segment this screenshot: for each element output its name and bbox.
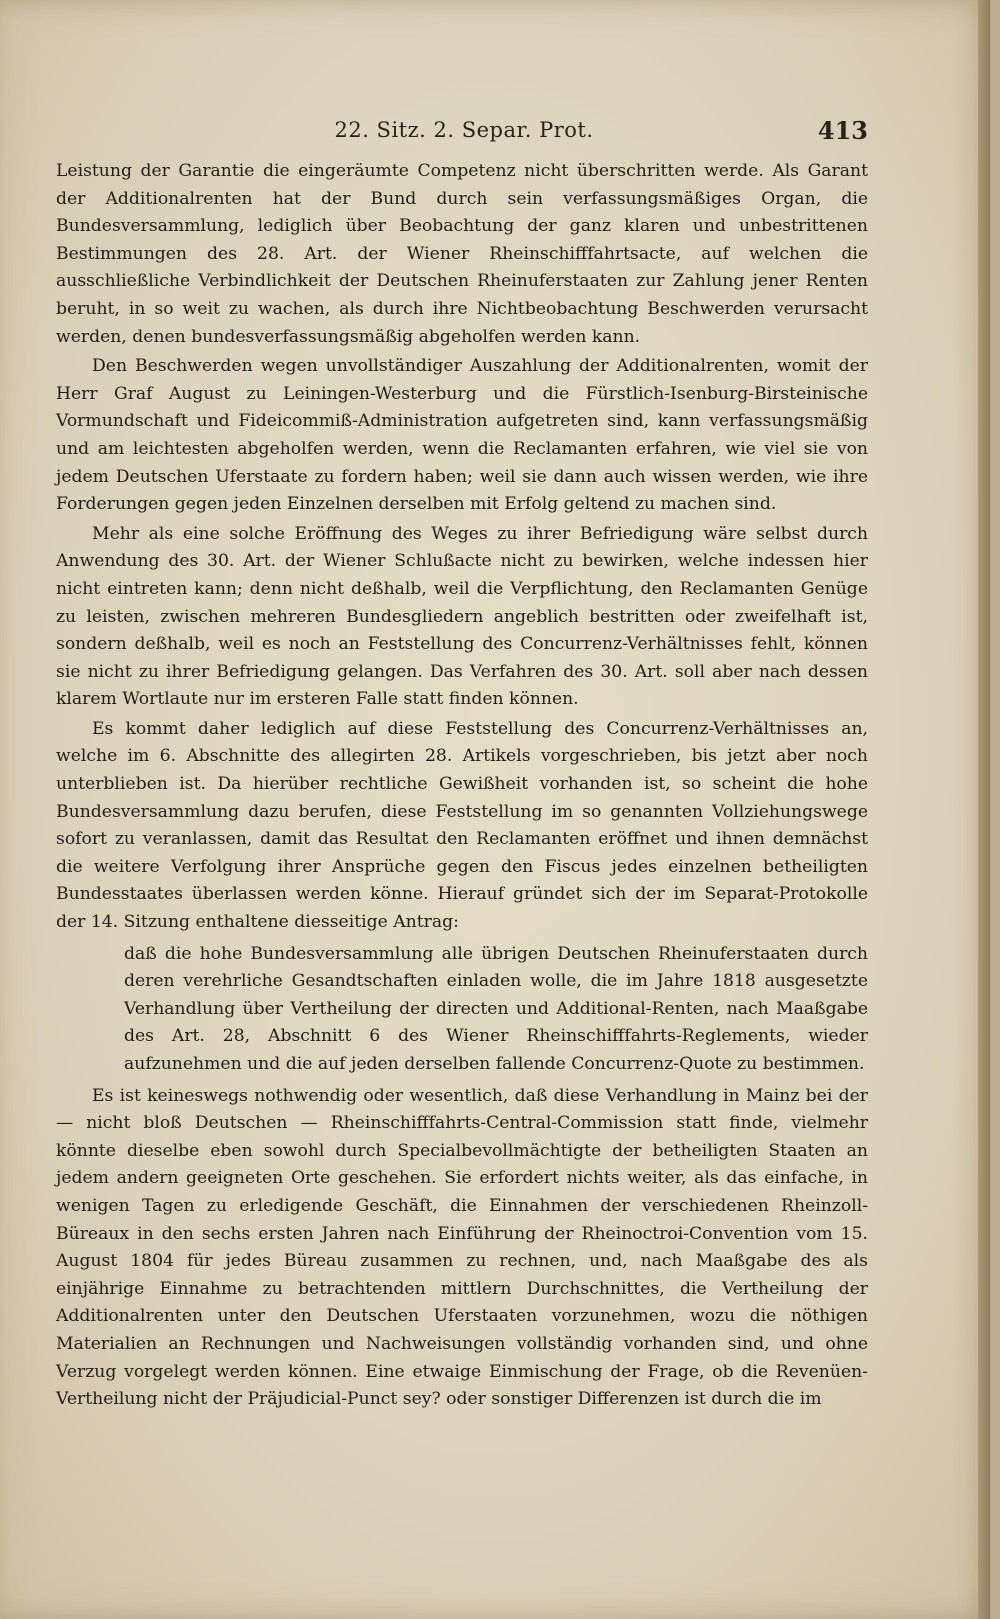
page-header <box>60 118 868 152</box>
paragraph: Es kommt daher lediglich auf diese Feststellung des Concurrenz-Verhältnisses an, welche im 6. Abschnitte des allegirten 28. Artikels vorgeschrieben, bis jetzt aber noch unterblieben ist. Da hierüber rechtliche Gewißheit vorhanden ist, so scheint die hohe Bundesversammlung dazu berufen, diese Feststellung im so genannten Vollziehungswege sofort zu veranlassen, damit das Resultat den Reclamanten eröffnet und ihnen demnächst die weitere Verfolgung ihrer Ansprüche gegen den Fiscus jedes einzelnen betheiligten Bundesstaates überlassen werden könne. Hierauf gründet sich der im Separat-Protokolle der 14. Sitzung enthaltene diesseitige Antrag: <box>56 718 868 933</box>
paragraph: Mehr als eine solche Eröffnung des Weges zu ihrer Befriedigung wäre selbst durch Anwendung des 30. Art. der Wiener Schlußacte nicht zu bewirken, welche indessen hier nicht eintreten kann; denn nicht deßhalb, weil die Verpflichtung, den Reclamanten Genüge zu leisten, zwischen mehreren Bundesgliedern angeblich bestritten oder zweifelhaft ist, sondern deßhalb, weil es noch an Feststellung des Concurrenz-Verhältnisses fehlt, können sie nicht zu ihrer Befriedigung gelangen. Das Verfahren des 30. Art. soll aber nach dessen klarem Wortlaute nur im ersteren Falle statt finden können. <box>56 523 868 710</box>
quoted-motion: daß die hohe Bundesversammlung alle übrigen Deutschen Rheinuferstaaten durch deren verehrliche Gesandtschaften einladen wolle, die im Jahre 1818 ausgesetzte Verhandlung über Vertheilung der directen und Additional-Renten, nach Maaßgabe des Art. 28, Abschnitt 6 des Wiener Rheinschifffahrts-Reglements, wieder aufzunehmen und die auf jeden derselben fallende Concurrenz-Quote zu bestimmen. <box>124 943 868 1074</box>
paragraph: Leistung der Garantie die eingeräumte Competenz nicht überschritten werde. Als Garant der Additionalrenten hat der Bund durch sein verfassungsmäßiges Organ, die Bundesversammlung, lediglich über Beobachtung der ganz klaren und unbestrittenen Bestimmungen des 28. Art. der Wiener Rheinschifffahrtsacte, auf welchen die ausschließliche Verbindlichkeit der Deutschen Rheinuferstaaten zur Zahlung jener Renten beruht, in so weit zu wachen, als durch ihre Nichtbeobachtung Beschwerden verursacht werden, denen bundesverfassungsmäßig abgeholfen werden kann. <box>56 161 868 347</box>
page-number: 413 <box>817 116 868 145</box>
paragraph: Es ist keineswegs nothwendig oder wesentlich, daß diese Verhandlung in Mainz bei der — nicht bloß Deutschen — Rheinschifffahrts-Central-Commission statt finde, vielmehr könnte dieselbe eben sowohl durch Specialbevollmächtigte der betheiligten Staaten an jedem andern geeigneten Orte geschehen. Sie erfordert nichts weiter, als das einfache, in wenigen Tagen zu erledigende Geschäft, die Einnahmen der verschiedenen Rheinzoll-Büreaux in den sechs ersten Jahren nach Einführung der Rheinoctroi-Convention vom 15. August 1804 für jedes Büreau zusammen zu rechnen, und, nach Maaßgabe des als einjährige Einnahme zu betrachtenden mittlern Durchschnittes, die Vertheilung der Additionalrenten unter den Deutschen Uferstaaten vorzunehmen, wozu die nöthigen Materialien an Rechnungen und Nachweisungen vollständig vorhanden sind, und ohne Verzug vorgelegt werden können. Eine etwaige Einmischung der Frage, ob die Revenüen-Vertheilung nicht der Präjudicial-Punct sey? oder sonstiger Differenzen ist durch die im <box>56 1085 868 1410</box>
paragraph: Den Beschwerden wegen unvollständiger Auszahlung der Additionalrenten, womit der Herr Graf August zu Leiningen-Westerburg und die Fürstlich-Isenburg-Birsteinische Vormundschaft und Fideicommiß-Administration aufgetreten sind, kann verfassungsmäßig und am leichtesten abgeholfen werden, wenn die Reclamanten erfahren, wie viel sie von jedem Deutschen Uferstaate zu fordern haben; weil sie dann auch wissen werden, wie ihre Forderungen gegen jeden Einzelnen derselben mit Erfolg geltend zu machen sind. <box>56 356 868 515</box>
running-title: 22. Sitz. 2. Separ. Prot. <box>334 118 594 142</box>
page-edge <box>978 0 990 1619</box>
body-text <box>56 158 868 1414</box>
